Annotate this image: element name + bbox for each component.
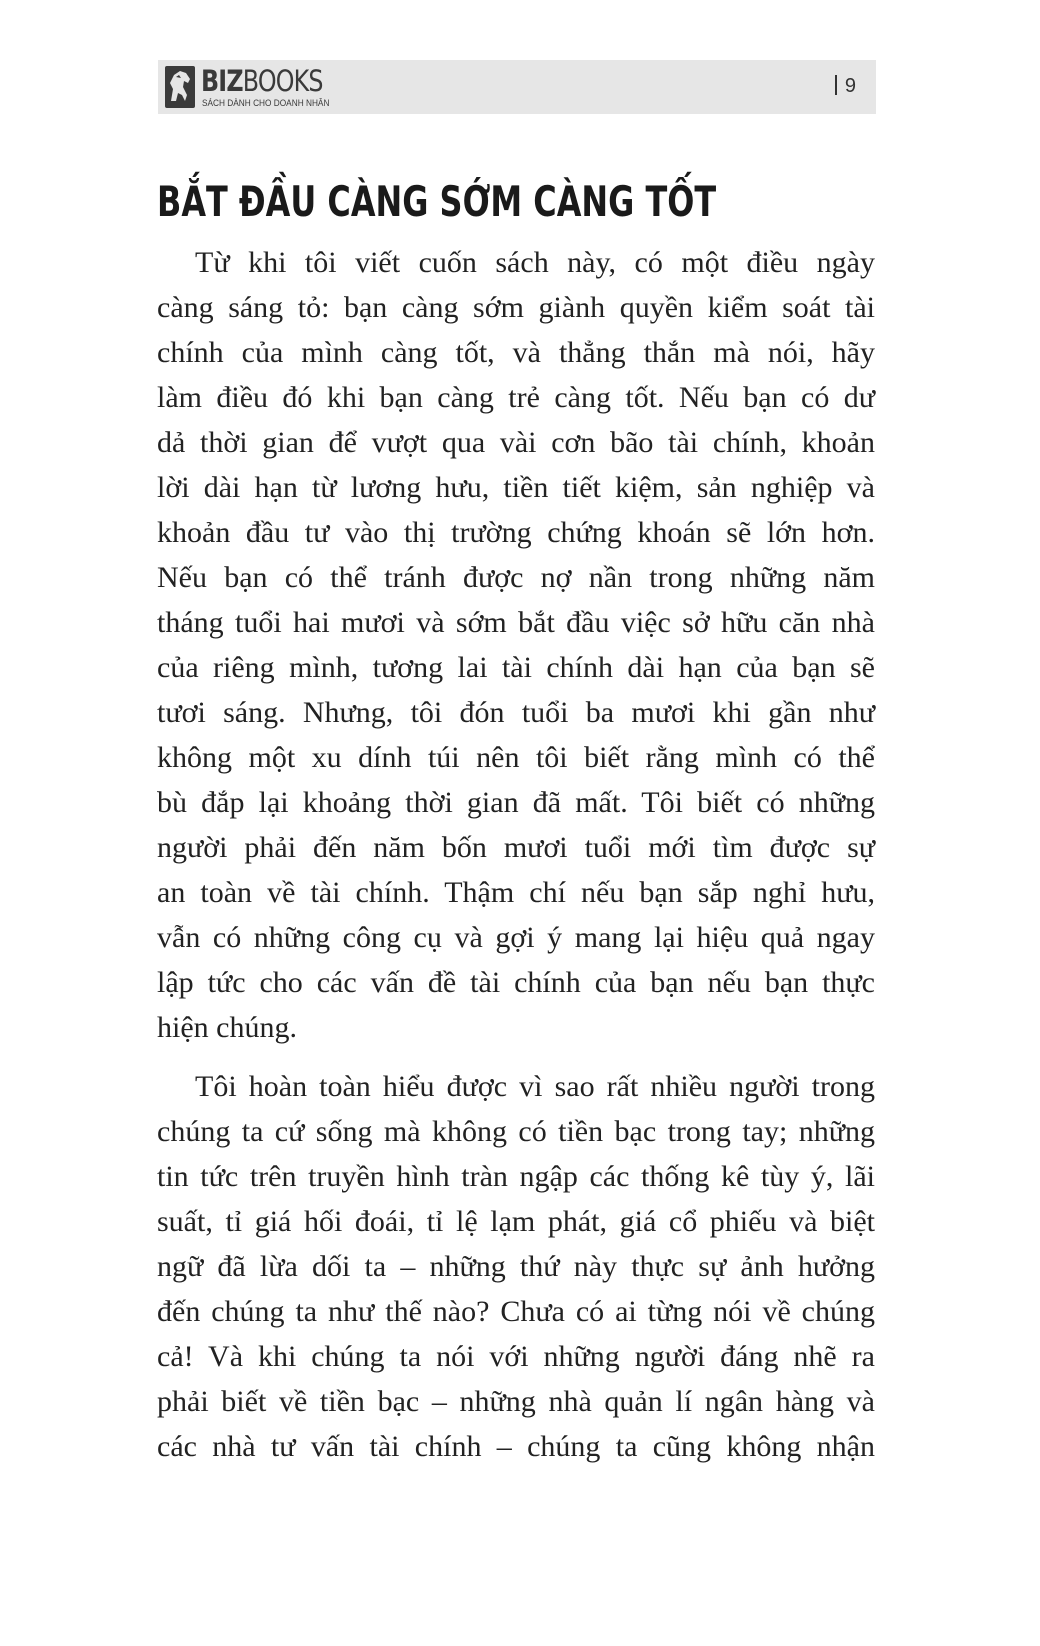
logo-name-bold: BIZ	[201, 64, 243, 98]
text-line: chúng ta cứ sống mà không có tiền bạc trong tay; những	[157, 1115, 875, 1148]
logo-tagline: SÁCH DÀNH CHO DOANH NHÂN	[202, 98, 330, 108]
text-line: lập tức cho các vấn đề tài chính của bạn nếu bạn thực	[157, 966, 875, 999]
body-text	[157, 240, 875, 1469]
text-line: Tôi hoàn toàn hiểu được vì sao rất nhiều người trong	[195, 1070, 875, 1103]
page-number	[835, 74, 856, 98]
text-line: không một xu dính túi nên tôi biết rằng mình có thể	[157, 741, 875, 774]
text-line: chính của mình càng tốt, và thẳng thắn mà nói, hãy	[157, 336, 875, 369]
paragraph	[157, 1064, 875, 1469]
text-line: bù đắp lại khoảng thời gian đã mất. Tôi biết có những	[157, 786, 875, 819]
text-line: tháng tuổi hai mươi và sớm bắt đầu việc sở hữu căn nhà	[157, 606, 875, 639]
text-line: các nhà tư vấn tài chính – chúng ta cũng không nhận	[157, 1430, 875, 1463]
text-line: làm điều đó khi bạn càng trẻ càng tốt. Nếu bạn có dư	[157, 381, 875, 414]
logo-name-light: BOOKS	[242, 64, 323, 98]
text-line: tươi sáng. Nhưng, tôi đón tuổi ba mươi khi gần như	[157, 696, 875, 729]
text-line: khoản đầu tư vào thị trường chứng khoán sẽ lớn hơn.	[157, 516, 875, 549]
page-number-value: 9	[844, 75, 856, 97]
page-number-divider	[835, 75, 837, 95]
text-line: càng sáng tỏ: bạn càng sớm giành quyền kiểm soát tài	[157, 291, 875, 324]
text-line: an toàn về tài chính. Thậm chí nếu bạn sắp nghỉ hưu,	[157, 876, 875, 909]
text-line: lời dài hạn từ lương hưu, tiền tiết kiệm, sản nghiệp và	[157, 471, 875, 504]
text-line: đến chúng ta như thế nào? Chưa có ai từng nói về chúng	[157, 1295, 875, 1328]
text-line: ngữ đã lừa dối ta – những thứ này thực sự ảnh hưởng	[157, 1250, 875, 1283]
section-heading: BẮT ĐẦU CÀNG SỚM CÀNG TỐT	[157, 177, 717, 226]
text-line: tin tức trên truyền hình tràn ngập các thống kê tùy ý, lãi	[157, 1160, 875, 1193]
bizbooks-logo	[164, 65, 364, 111]
logo-wordmark	[201, 66, 323, 96]
text-line: vẫn có những công cụ và gợi ý mang lại hiệu quả ngay	[157, 921, 875, 954]
text-line: suất, tỉ giá hối đoái, tỉ lệ lạm phát, giá cổ phiếu và biệt	[157, 1205, 875, 1238]
text-line: của riêng mình, tương lai tài chính dài hạn của bạn sẽ	[157, 651, 875, 684]
paragraph	[157, 240, 875, 1050]
text-line: người phải đến năm bốn mươi tuổi mới tìm được sự	[157, 831, 875, 864]
horse-logo-icon	[164, 65, 196, 109]
text-line: Nếu bạn có thể tránh được nợ nần trong những năm	[157, 561, 875, 594]
text-line: hiện chúng.	[157, 1011, 297, 1044]
text-line: Từ khi tôi viết cuốn sách này, có một điều ngày	[195, 246, 875, 279]
text-line: cả! Và khi chúng ta nói với những người đáng nhẽ ra	[157, 1340, 875, 1373]
text-line: phải biết về tiền bạc – những nhà quản lí ngân hàng và	[157, 1385, 875, 1418]
running-header	[158, 60, 876, 114]
text-line: dả thời gian để vượt qua vài cơn bão tài chính, khoản	[157, 426, 875, 459]
